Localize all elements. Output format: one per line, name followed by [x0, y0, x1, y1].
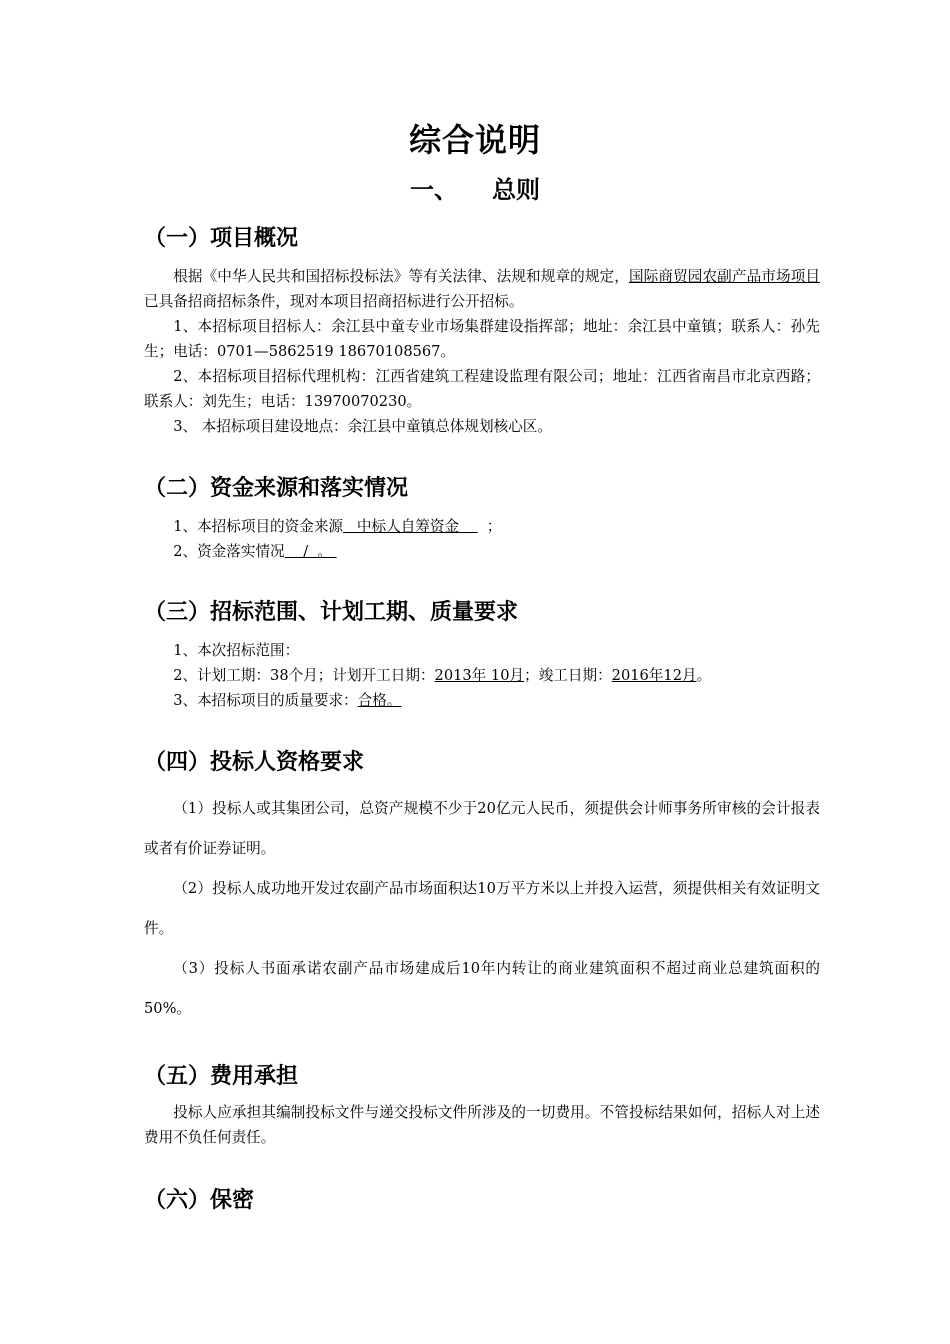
funding-status-value: / 。	[284, 543, 337, 560]
schedule-text-b: ；竣工日期：	[524, 667, 612, 684]
funding-source-end: ；	[477, 518, 502, 535]
schedule-text-c: 。	[696, 667, 712, 684]
funding-source-label: 1、本招标项目的资金来源	[173, 518, 344, 535]
section-heading-overview: （一）项目概况	[144, 225, 299, 251]
document-title: 综合说明	[408, 121, 541, 159]
quality-value: 合格。	[357, 692, 402, 709]
project-name: 国际商贸园农副产品市场项目	[628, 268, 820, 285]
schedule-end-date: 2016年12月	[611, 667, 697, 684]
funding-source-value: 中标人自筹资金	[343, 518, 478, 535]
quality-label: 3、本招标项目的质量要求：	[173, 692, 358, 709]
funding-source	[144, 514, 820, 539]
chapter-heading	[0, 173, 950, 207]
chapter-number: 一、	[410, 175, 458, 204]
section-heading-costs: （五）费用承担	[144, 1063, 299, 1089]
overview-intro-text-a: 根据《中华人民共和国招标投标法》等有关法律、法规和规章的规定，	[173, 268, 629, 285]
schedule-text-a: 2、计划工期：38个月；计划开工日期：	[173, 667, 435, 684]
funding-status-label: 2、资金落实情况	[173, 543, 285, 560]
qualification-item-1: （1）投标人或其集团公司，总资产规模不少于20亿元人民币，须提供会计师事务所审核的会计报表或者有价证券证明。	[144, 800, 820, 857]
section-heading-qualification: （四）投标人资格要求	[144, 749, 365, 775]
overview-item-location: 3、 本招标项目建设地点：余江县中童镇总体规划核心区。	[173, 418, 552, 435]
overview-item-tenderer: 1、本招标项目招标人：余江县中童专业市场集群建设指挥部；地址：余江县中童镇；联系人：孙先生；电话：0701—5862519 18670108567。	[144, 318, 820, 360]
qualification-item-3: （3）投标人书面承诺农副产品市场建成后10年内转让的商业建筑面积不超过商业总建筑面积的50%。	[144, 960, 820, 1017]
scope-quality	[144, 688, 820, 713]
section-heading-funding: （二）资金来源和落实情况	[144, 475, 409, 501]
funding-status	[144, 539, 820, 564]
scope-range: 1、本次招标范围：	[173, 642, 300, 659]
overview-intro-text-b: 已具备招商招标条件，现对本项目招商招标进行公开招标。	[144, 293, 524, 310]
schedule-start-date: 2013年 10月	[434, 667, 525, 684]
overview-intro	[144, 264, 820, 314]
qualification-item-2: （2）投标人成功地开发过农副产品市场面积达10万平方米以上并投入运营，须提供相关有效证明文件。	[144, 880, 820, 937]
chapter-name: 总则	[492, 175, 540, 204]
section-heading-scope: （三）招标范围、计划工期、质量要求	[144, 599, 519, 625]
overview-item-agency: 2、本招标项目招标代理机构：江西省建筑工程建设监理有限公司；地址：江西省南昌市北京西路；联系人：刘先生；电话：13970070230。	[144, 368, 820, 410]
costs-text: 投标人应承担其编制投标文件与递交投标文件所涉及的一切费用。不管投标结果如何，招标人对上述费用不负任何责任。	[144, 1104, 820, 1146]
scope-schedule	[144, 663, 820, 688]
section-heading-confidentiality: （六）保密	[144, 1187, 255, 1213]
